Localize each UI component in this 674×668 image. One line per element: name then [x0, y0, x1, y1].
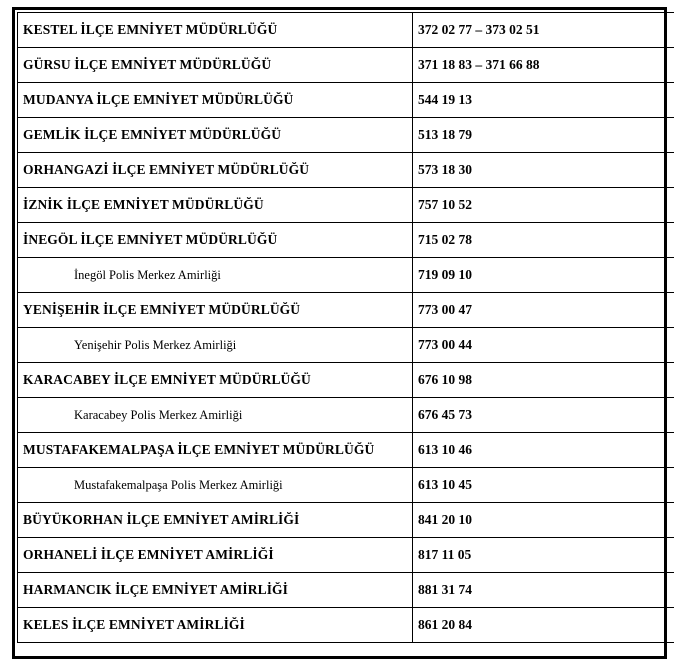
- office-name-cell: KELES İLÇE EMNİYET AMİRLİĞİ: [18, 608, 413, 643]
- table-row-office: [18, 538, 674, 573]
- phone-number-cell: 881 31 74: [413, 573, 674, 608]
- table-row-office: [18, 188, 674, 223]
- office-name-cell: GEMLİK İLÇE EMNİYET MÜDÜRLÜĞÜ: [18, 118, 413, 153]
- document-frame: [12, 7, 667, 659]
- phone-number-cell: 372 02 77 – 373 02 51: [413, 13, 674, 48]
- phone-number-cell: 719 09 10: [413, 258, 674, 293]
- table-row-office: [18, 503, 674, 538]
- table-row-office: [18, 83, 674, 118]
- table-body: [18, 13, 674, 643]
- office-name-cell: Karacabey Polis Merkez Amirliği: [18, 398, 413, 433]
- office-name-cell: İNEGÖL İLÇE EMNİYET MÜDÜRLÜĞÜ: [18, 223, 413, 258]
- phone-number-cell: 573 18 30: [413, 153, 674, 188]
- office-name-cell: Yenişehir Polis Merkez Amirliği: [18, 328, 413, 363]
- office-name-cell: MUDANYA İLÇE EMNİYET MÜDÜRLÜĞÜ: [18, 83, 413, 118]
- table-row-office: [18, 13, 674, 48]
- phone-number-cell: 757 10 52: [413, 188, 674, 223]
- phone-number-cell: 613 10 45: [413, 468, 674, 503]
- phone-number-cell: 544 19 13: [413, 83, 674, 118]
- table-row-sub-office: [18, 468, 674, 503]
- table-row-sub-office: [18, 398, 674, 433]
- table-row-office: [18, 293, 674, 328]
- table-row-office: [18, 48, 674, 83]
- office-name-cell: YENİŞEHİR İLÇE EMNİYET MÜDÜRLÜĞÜ: [18, 293, 413, 328]
- phone-number-cell: 676 10 98: [413, 363, 674, 398]
- table-row-office: [18, 433, 674, 468]
- phone-number-cell: 676 45 73: [413, 398, 674, 433]
- phone-directory-table: [17, 12, 674, 643]
- table-row-office: [18, 118, 674, 153]
- phone-number-cell: 861 20 84: [413, 608, 674, 643]
- phone-number-cell: 513 18 79: [413, 118, 674, 153]
- phone-number-cell: 773 00 47: [413, 293, 674, 328]
- table-row-office: [18, 363, 674, 398]
- table-row-office: [18, 223, 674, 258]
- phone-number-cell: 715 02 78: [413, 223, 674, 258]
- office-name-cell: İZNİK İLÇE EMNİYET MÜDÜRLÜĞÜ: [18, 188, 413, 223]
- office-name-cell: MUSTAFAKEMALPAŞA İLÇE EMNİYET MÜDÜRLÜĞÜ: [18, 433, 413, 468]
- office-name-cell: HARMANCIK İLÇE EMNİYET AMİRLİĞİ: [18, 573, 413, 608]
- office-name-cell: İnegöl Polis Merkez Amirliği: [18, 258, 413, 293]
- office-name-cell: Mustafakemalpaşa Polis Merkez Amirliği: [18, 468, 413, 503]
- office-name-cell: ORHANELİ İLÇE EMNİYET AMİRLİĞİ: [18, 538, 413, 573]
- phone-number-cell: 773 00 44: [413, 328, 674, 363]
- table-row-office: [18, 608, 674, 643]
- table-row-sub-office: [18, 328, 674, 363]
- office-name-cell: KESTEL İLÇE EMNİYET MÜDÜRLÜĞÜ: [18, 13, 413, 48]
- office-name-cell: GÜRSU İLÇE EMNİYET MÜDÜRLÜĞÜ: [18, 48, 413, 83]
- phone-number-cell: 613 10 46: [413, 433, 674, 468]
- table-row-office: [18, 153, 674, 188]
- office-name-cell: KARACABEY İLÇE EMNİYET MÜDÜRLÜĞÜ: [18, 363, 413, 398]
- office-name-cell: BÜYÜKORHAN İLÇE EMNİYET AMİRLİĞİ: [18, 503, 413, 538]
- phone-number-cell: 371 18 83 – 371 66 88: [413, 48, 674, 83]
- phone-number-cell: 841 20 10: [413, 503, 674, 538]
- office-name-cell: ORHANGAZİ İLÇE EMNİYET MÜDÜRLÜĞÜ: [18, 153, 413, 188]
- table-row-office: [18, 573, 674, 608]
- table-row-sub-office: [18, 258, 674, 293]
- phone-number-cell: 817 11 05: [413, 538, 674, 573]
